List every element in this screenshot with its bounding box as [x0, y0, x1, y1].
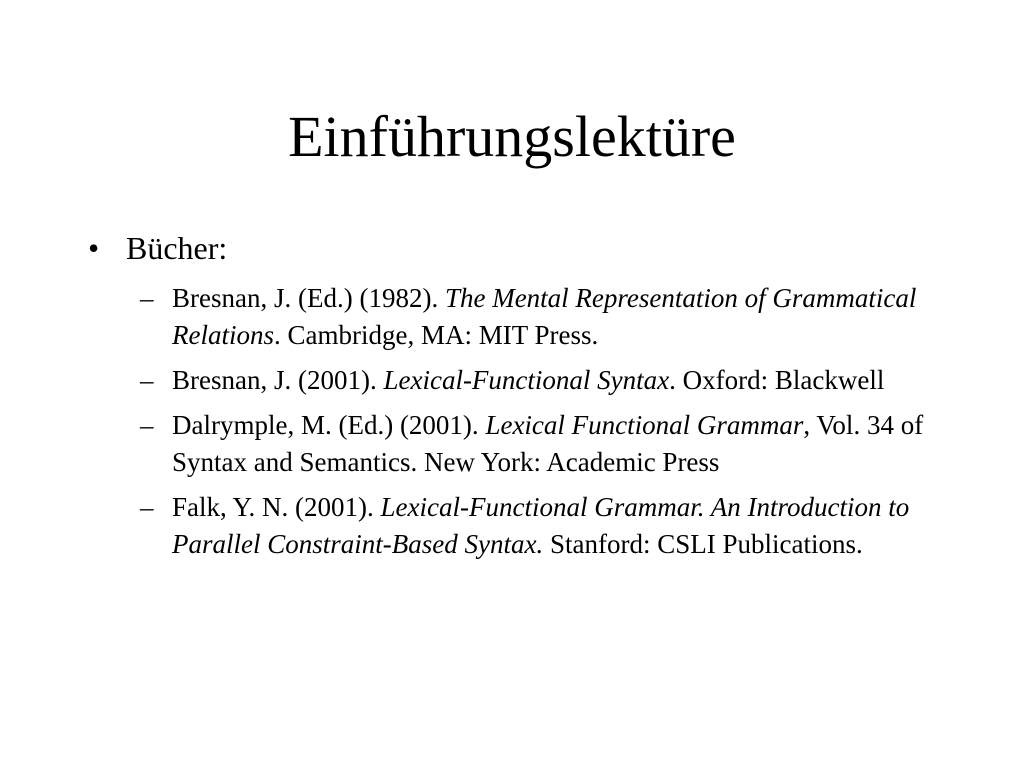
reference-publisher: Stanford: CSLI Publications. [543, 529, 863, 559]
dash-icon: – [140, 365, 154, 395]
reference-item [140, 489, 950, 563]
reference-title: The Mental Representation of Grammatical Relations [172, 283, 917, 350]
reference-author-year: Bresnan, J. (Ed.) (1982). [172, 283, 445, 313]
reference-author-year: Falk, Y. N. (2001). [172, 492, 381, 522]
reference-author-year: Dalrymple, M. (Ed.) (2001). [172, 410, 486, 440]
reference-publisher: . Oxford: Blackwell [669, 365, 885, 395]
reference-list [140, 280, 950, 571]
dash-icon: – [140, 283, 154, 313]
reference-item [140, 362, 950, 399]
slide-title: Einführungslektüre [288, 104, 736, 169]
bullet-icon: • [88, 230, 100, 266]
reference-item [140, 407, 950, 481]
dash-icon: – [140, 410, 154, 440]
reference-title: Lexical-Functional Grammar. An Introduction to Parallel Constraint-Based Syntax. [172, 492, 910, 559]
reference-item [140, 280, 950, 354]
section-label: Bücher: [126, 230, 228, 266]
reference-title: Lexical-Functional Syntax [383, 365, 670, 395]
reference-author-year: Bresnan, J. (2001). [172, 365, 384, 395]
reference-publisher: . Cambridge, MA: MIT Press. [274, 320, 599, 350]
reference-publisher: , Vol. 34 of Syntax and Semantics. New York: Academic Press [172, 410, 924, 477]
dash-icon: – [140, 492, 154, 522]
reference-title: Lexical Functional Grammar [485, 410, 804, 440]
